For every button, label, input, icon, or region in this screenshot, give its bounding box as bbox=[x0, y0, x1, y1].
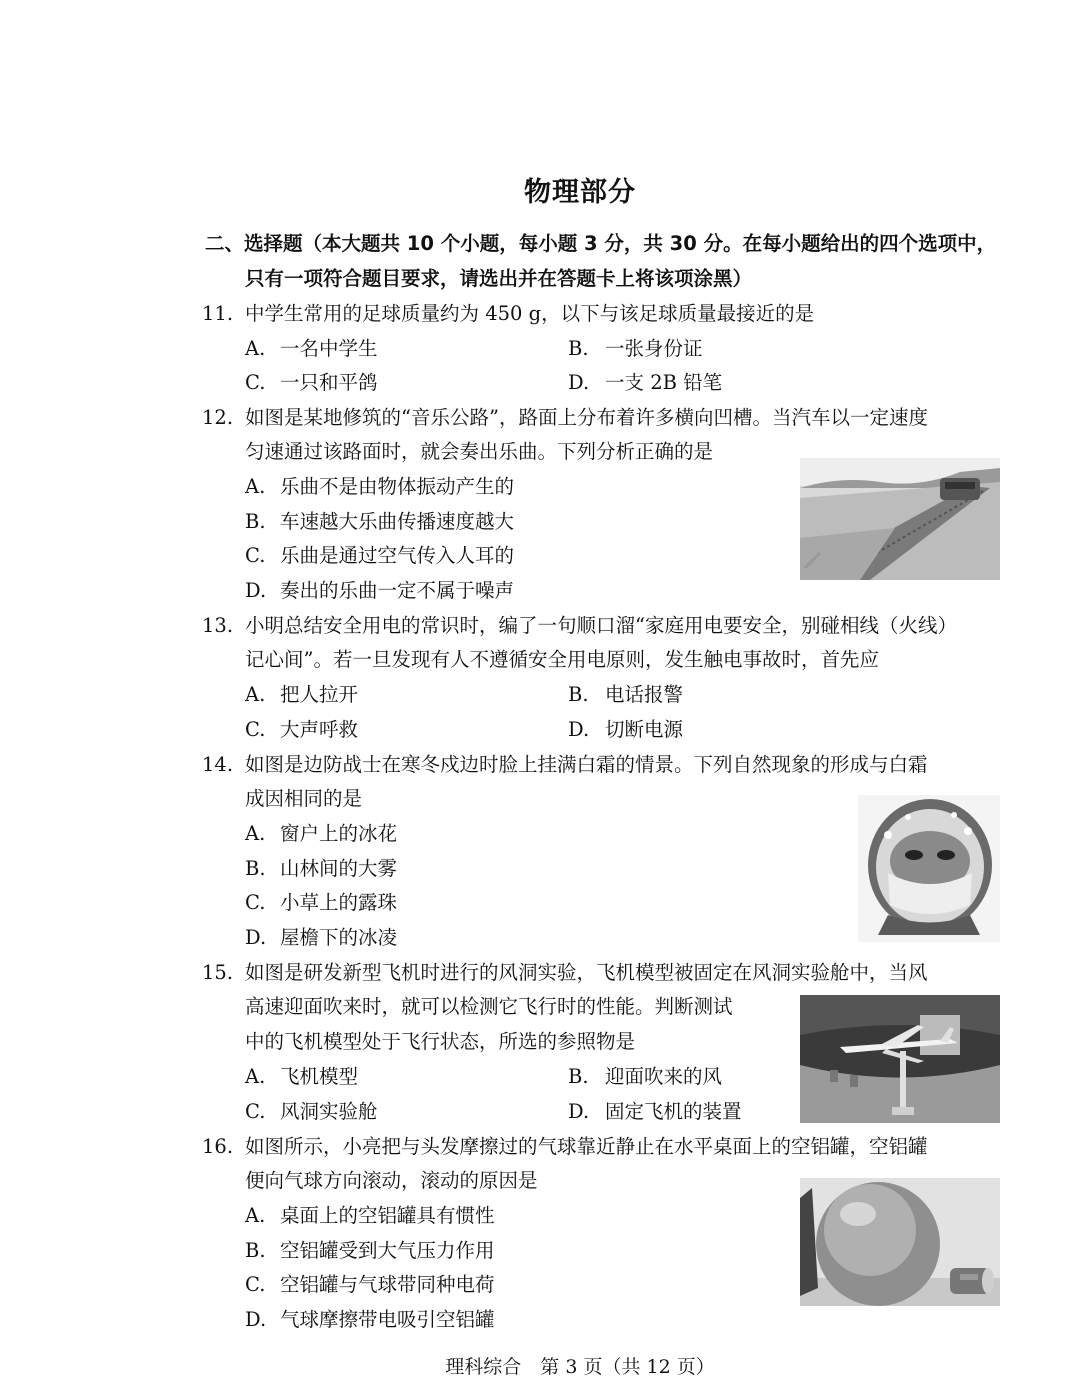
balloon-can-photo bbox=[800, 1178, 1000, 1306]
option-letter: B. bbox=[245, 1239, 266, 1262]
question-stem: 便向气球方向滚动，滚动的原因是 bbox=[245, 1169, 538, 1192]
option-text: 飞机模型 bbox=[280, 1065, 359, 1088]
option-text: 窗户上的冰花 bbox=[280, 822, 398, 845]
question-number: 14. bbox=[202, 753, 234, 776]
question-stem: 记心间”。若一旦发现有人不遵循安全用电原则，发生触电事故时，首先应 bbox=[245, 648, 879, 671]
option-text: 山林间的大雾 bbox=[280, 857, 398, 880]
option-letter: C. bbox=[245, 1273, 266, 1296]
option-letter: A. bbox=[245, 1204, 266, 1227]
option-text: 空铝罐受到大气压力作用 bbox=[280, 1239, 495, 1262]
option-letter: D. bbox=[568, 718, 590, 741]
option-text: 一张身份证 bbox=[605, 337, 703, 360]
option-letter: A. bbox=[245, 1065, 266, 1088]
option-text: 奏出的乐曲一定不属于噪声 bbox=[280, 579, 515, 602]
option-letter: B. bbox=[245, 857, 266, 880]
option-text: 屋檐下的冰凌 bbox=[280, 926, 398, 949]
option-text: 风洞实验舱 bbox=[280, 1100, 378, 1123]
option-text: 车速越大乐曲传播速度越大 bbox=[280, 510, 515, 533]
question-number: 11. bbox=[202, 302, 234, 325]
option-letter: C. bbox=[245, 544, 266, 567]
option-letter: A. bbox=[245, 475, 266, 498]
option-letter: D. bbox=[245, 1308, 267, 1331]
option-letter: B. bbox=[568, 337, 589, 360]
option-text: 乐曲是通过空气传入人耳的 bbox=[280, 544, 515, 567]
question-stem: 如图是某地修筑的“音乐公路”，路面上分布着许多横向凹槽。当汽车以一定速度 bbox=[245, 406, 928, 429]
option-text: 迎面吹来的风 bbox=[605, 1065, 723, 1088]
option-letter: C. bbox=[245, 1100, 266, 1123]
question-stem: 匀速通过该路面时，就会奏出乐曲。下列分析正确的是 bbox=[245, 440, 714, 463]
option-text: 把人拉开 bbox=[280, 683, 359, 706]
option-text: 电话报警 bbox=[605, 683, 684, 706]
question-stem: 中学生常用的足球质量约为 450 g，以下与该足球质量最接近的是 bbox=[245, 302, 815, 325]
question-number: 15. bbox=[202, 961, 234, 984]
question-stem: 中的飞机模型处于飞行状态，所选的参照物是 bbox=[245, 1030, 636, 1053]
section-heading bbox=[205, 226, 1005, 296]
option-text: 一名中学生 bbox=[280, 337, 378, 360]
question-stem: 如图是边防战士在寒冬戍边时脸上挂满白霜的情景。下列自然现象的形成与白霜 bbox=[245, 753, 928, 776]
question-number: 12. bbox=[202, 406, 234, 429]
option-text: 气球摩擦带电吸引空铝罐 bbox=[280, 1308, 495, 1331]
option-text: 一支 2B 铅笔 bbox=[605, 371, 723, 394]
option-letter: D. bbox=[245, 579, 267, 602]
option-text: 一只和平鸽 bbox=[280, 371, 378, 394]
question-stem: 如图是研发新型飞机时进行的风洞实验，飞机模型被固定在风洞实验舱中，当风 bbox=[245, 961, 928, 984]
option-letter: C. bbox=[245, 718, 266, 741]
frosted-soldier-photo bbox=[858, 795, 1000, 942]
option-letter: B. bbox=[568, 1065, 589, 1088]
option-letter: A. bbox=[245, 337, 266, 360]
option-letter: A. bbox=[245, 822, 266, 845]
wind-tunnel-photo bbox=[800, 995, 1000, 1123]
question-stem: 高速迎面吹来时，就可以检测它飞行时的性能。判断测试 bbox=[245, 995, 733, 1018]
option-letter: D. bbox=[568, 1100, 590, 1123]
option-letter: A. bbox=[245, 683, 266, 706]
question-stem: 如图所示，小亮把与头发摩擦过的气球靠近静止在水平桌面上的空铝罐，空铝罐 bbox=[245, 1135, 928, 1158]
question-number: 16. bbox=[202, 1135, 234, 1158]
option-letter: C. bbox=[245, 891, 266, 914]
option-text: 固定飞机的装置 bbox=[605, 1100, 742, 1123]
section-heading-line2: 只有一项符合题目要求，请选出并在答题卡上将该项涂黑） bbox=[245, 267, 753, 290]
option-text: 小草上的露珠 bbox=[280, 891, 398, 914]
page-footer: 理科综合 第 3 页（共 12 页） bbox=[445, 1356, 715, 1378]
option-letter: D. bbox=[245, 926, 267, 949]
question-number: 13. bbox=[202, 614, 234, 637]
option-text: 桌面上的空铝罐具有惯性 bbox=[280, 1204, 495, 1227]
question-stem: 成因相同的是 bbox=[245, 787, 363, 810]
option-text: 乐曲不是由物体振动产生的 bbox=[280, 475, 515, 498]
music-road-photo bbox=[800, 458, 1000, 580]
option-letter: B. bbox=[245, 510, 266, 533]
option-letter: D. bbox=[568, 371, 590, 394]
option-text: 空铝罐与气球带同种电荷 bbox=[280, 1273, 495, 1296]
option-letter: C. bbox=[245, 371, 266, 394]
page-title: 物理部分 bbox=[524, 177, 636, 208]
question-stem: 小明总结安全用电的常识时，编了一句顺口溜“家庭用电要安全，别碰相线（火线） bbox=[245, 614, 957, 637]
option-text: 大声呼救 bbox=[280, 718, 359, 741]
section-heading-line1: 二、选择题（本大题共 10 个小题，每小题 3 分，共 30 分。在每小题给出的四个选项中， bbox=[205, 232, 997, 255]
option-letter: B. bbox=[568, 683, 589, 706]
option-text: 切断电源 bbox=[605, 718, 684, 741]
